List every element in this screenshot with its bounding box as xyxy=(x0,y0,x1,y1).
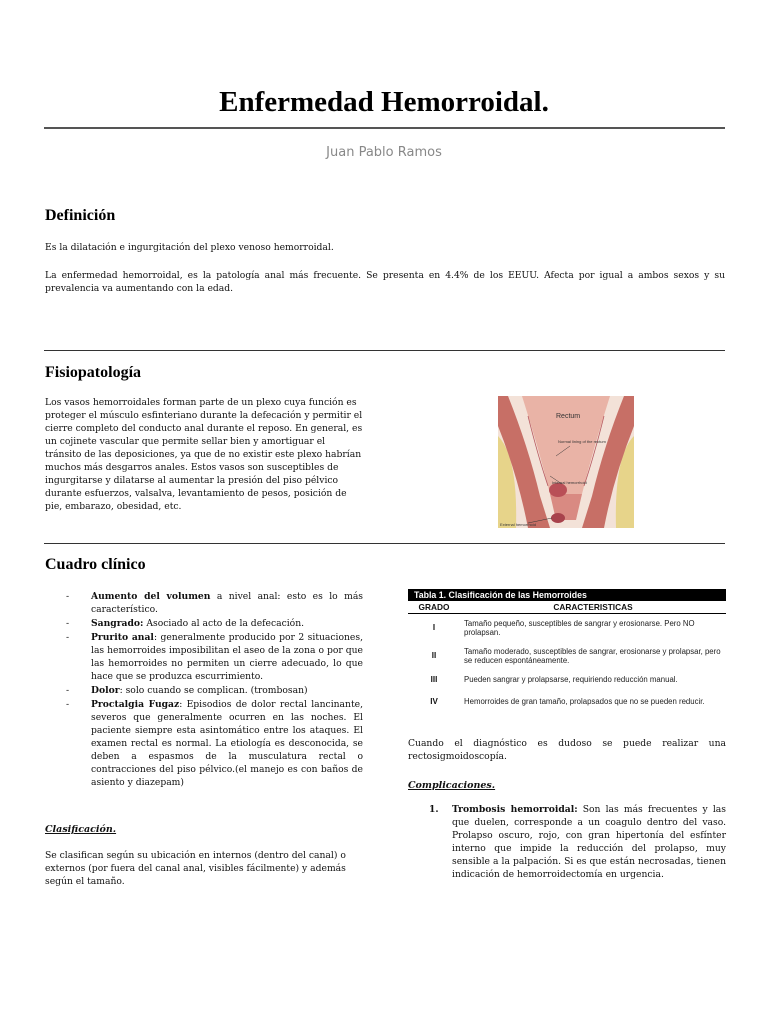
table-cell-descripcion: Hemorroides de gran tamaño, prolapsados que no se pueden reducir. xyxy=(464,697,705,707)
table-cell-grado: III xyxy=(430,675,438,685)
heading-definicion: Definición xyxy=(45,207,116,224)
list-dash: - xyxy=(66,632,70,643)
table-cell-descripcion: Tamaño pequeño, susceptibles de sangrar y erosionarse. Pero NO prolapsan. xyxy=(464,618,695,637)
list-item xyxy=(45,684,363,697)
list-dash: - xyxy=(66,591,70,602)
table-cell-grado: IV xyxy=(430,697,438,707)
list-item xyxy=(45,617,363,630)
diagnostico-paragraph: Cuando el diagnóstico es dudoso se puede realizar una rectosigmoidoscopía. xyxy=(408,738,726,762)
table-header-grado: GRADO xyxy=(418,602,450,612)
list-dash: - xyxy=(66,618,70,629)
list-item-text: : solo cuando se complican. (trombosan) xyxy=(119,685,308,696)
label-external-hemorrhoid: External hemorrhoid xyxy=(500,522,537,527)
table-cell-descripcion: Pueden sangrar y prolapsarse, requiriendo reducción manual. xyxy=(464,675,678,685)
label-internal-hemorrhoid: Internal hemorrhoid xyxy=(552,480,587,485)
complicaciones-list xyxy=(408,803,726,881)
list-dash: - xyxy=(66,699,70,710)
table-cell-grado: I xyxy=(432,623,436,633)
cuadro-clinico-list xyxy=(45,590,363,790)
table-row xyxy=(408,670,726,690)
table-cell-grado: II xyxy=(431,651,437,661)
section-divider xyxy=(44,350,725,351)
list-item-text: a nivel anal: esto es lo más característico. xyxy=(91,591,364,615)
author-name: Juan Pablo Ramos xyxy=(326,145,442,160)
table-row xyxy=(408,690,726,714)
clasificacion-paragraph: Se clasifican según su ubicación en internos (dentro del canal) o externos (por fuera del canal anal, visibles fácilmente) y además según el tamaño. xyxy=(45,850,346,887)
list-item-term: Trombosis hemorroidal: xyxy=(452,804,578,815)
document-title: Enfermedad Hemorroidal. xyxy=(219,86,549,118)
list-item-term: Aumento del volumen xyxy=(91,591,211,602)
hemorrhoid-anatomy-illustration xyxy=(498,396,634,528)
list-item-term: Dolor xyxy=(91,685,120,696)
list-item xyxy=(45,590,363,616)
heading-fisiopatologia: Fisiopatología xyxy=(45,364,142,381)
list-item-text: Asociado al acto de la defecación. xyxy=(143,618,305,629)
table-row xyxy=(408,642,726,670)
list-item-term: Prurito anal xyxy=(91,632,154,643)
heading-complicaciones: Complicaciones. xyxy=(408,780,496,791)
table-header-caracteristicas: CARACTERISTICAS xyxy=(553,602,633,612)
label-normal-lining: Normal lining of the rectum xyxy=(558,439,606,444)
list-item xyxy=(45,631,363,683)
section-divider xyxy=(44,543,725,544)
table-header xyxy=(408,601,726,614)
table-caption: Tabla 1. Clasificación de las Hemorroides xyxy=(408,589,726,601)
table-row xyxy=(408,614,726,642)
list-item-text: : Episodios de dolor rectal lancinante, severos que generalmente ocurren en las noches. El paciente siempre esta asintomático entre los ataques. El examen rectal es normal. La etiología es desconocida, se deben a espasmos de la musculatura rectal o contracciones del piso pélvico.(el manejo es con baños de asiento y diazepam) xyxy=(91,699,363,788)
list-item-term: Proctalgia Fugaz xyxy=(91,699,180,710)
definicion-paragraph-1: Es la dilatación e ingurgitación del plexo venoso hemorroidal. xyxy=(45,242,334,253)
classification-table xyxy=(408,589,726,714)
definicion-paragraph-2: La enfermedad hemorroidal, es la patología anal más frecuente. Se presenta en 4.4% de los EEUU. Afecta por igual a ambos sexos y su prevalencia va aumentando con la edad. xyxy=(45,270,725,294)
list-item-number: 1. xyxy=(429,804,439,815)
title-divider xyxy=(44,127,725,129)
fisiopatologia-paragraph: Los vasos hemorroidales forman parte de un plexo cuya función es proteger el músculo esfinteriano durante la defecación y permitir el cierre completo del conducto anal durante el reposo. En general, es un cojinete vascular que permite sellar bien y amortiguar el tránsito de las deposiciones, ya que de no existir este plexo habrían muchos más desgarros anales. Estos vasos son susceptibles de ingurgitarse y dilatarse al aumentar la presión del piso pélvico durante esfuerzos, valsalva, levantamiento de pesos, posición de pie, embarazo, obesidad, etc. xyxy=(45,397,363,512)
list-dash: - xyxy=(66,685,70,696)
heading-clasificacion: Clasificación. xyxy=(45,824,117,835)
table-cell-descripcion: Tamaño moderado, susceptibles de sangrar, erosionarse y prolapsar, pero se reducen espontáneamente. xyxy=(464,646,721,665)
list-item-term: Sangrado: xyxy=(91,618,144,629)
list-item xyxy=(45,698,363,789)
heading-cuadro-clinico: Cuadro clínico xyxy=(45,556,146,573)
list-item xyxy=(408,803,726,881)
label-rectum: Rectum xyxy=(556,413,581,420)
list-item-text: Son las más frecuentes y las que duelen, corresponde a un coagulo dentro del vaso. Prolapso oscuro, rojo, con gran hipertonía del esfínter interno que impide la reducción del prolapso, muy sensible a la palpación. Si es que están necrosadas, tienen indicación de hemorroidectomía en urgencia. xyxy=(452,804,726,880)
list-item-text: : generalmente producido por 2 situaciones, las hemorroides imposibilitan el aseo de la zona o por que las hemorroides no permiten un cierre adecuado, lo que hace que se produzca escurrimiento. xyxy=(91,632,364,682)
